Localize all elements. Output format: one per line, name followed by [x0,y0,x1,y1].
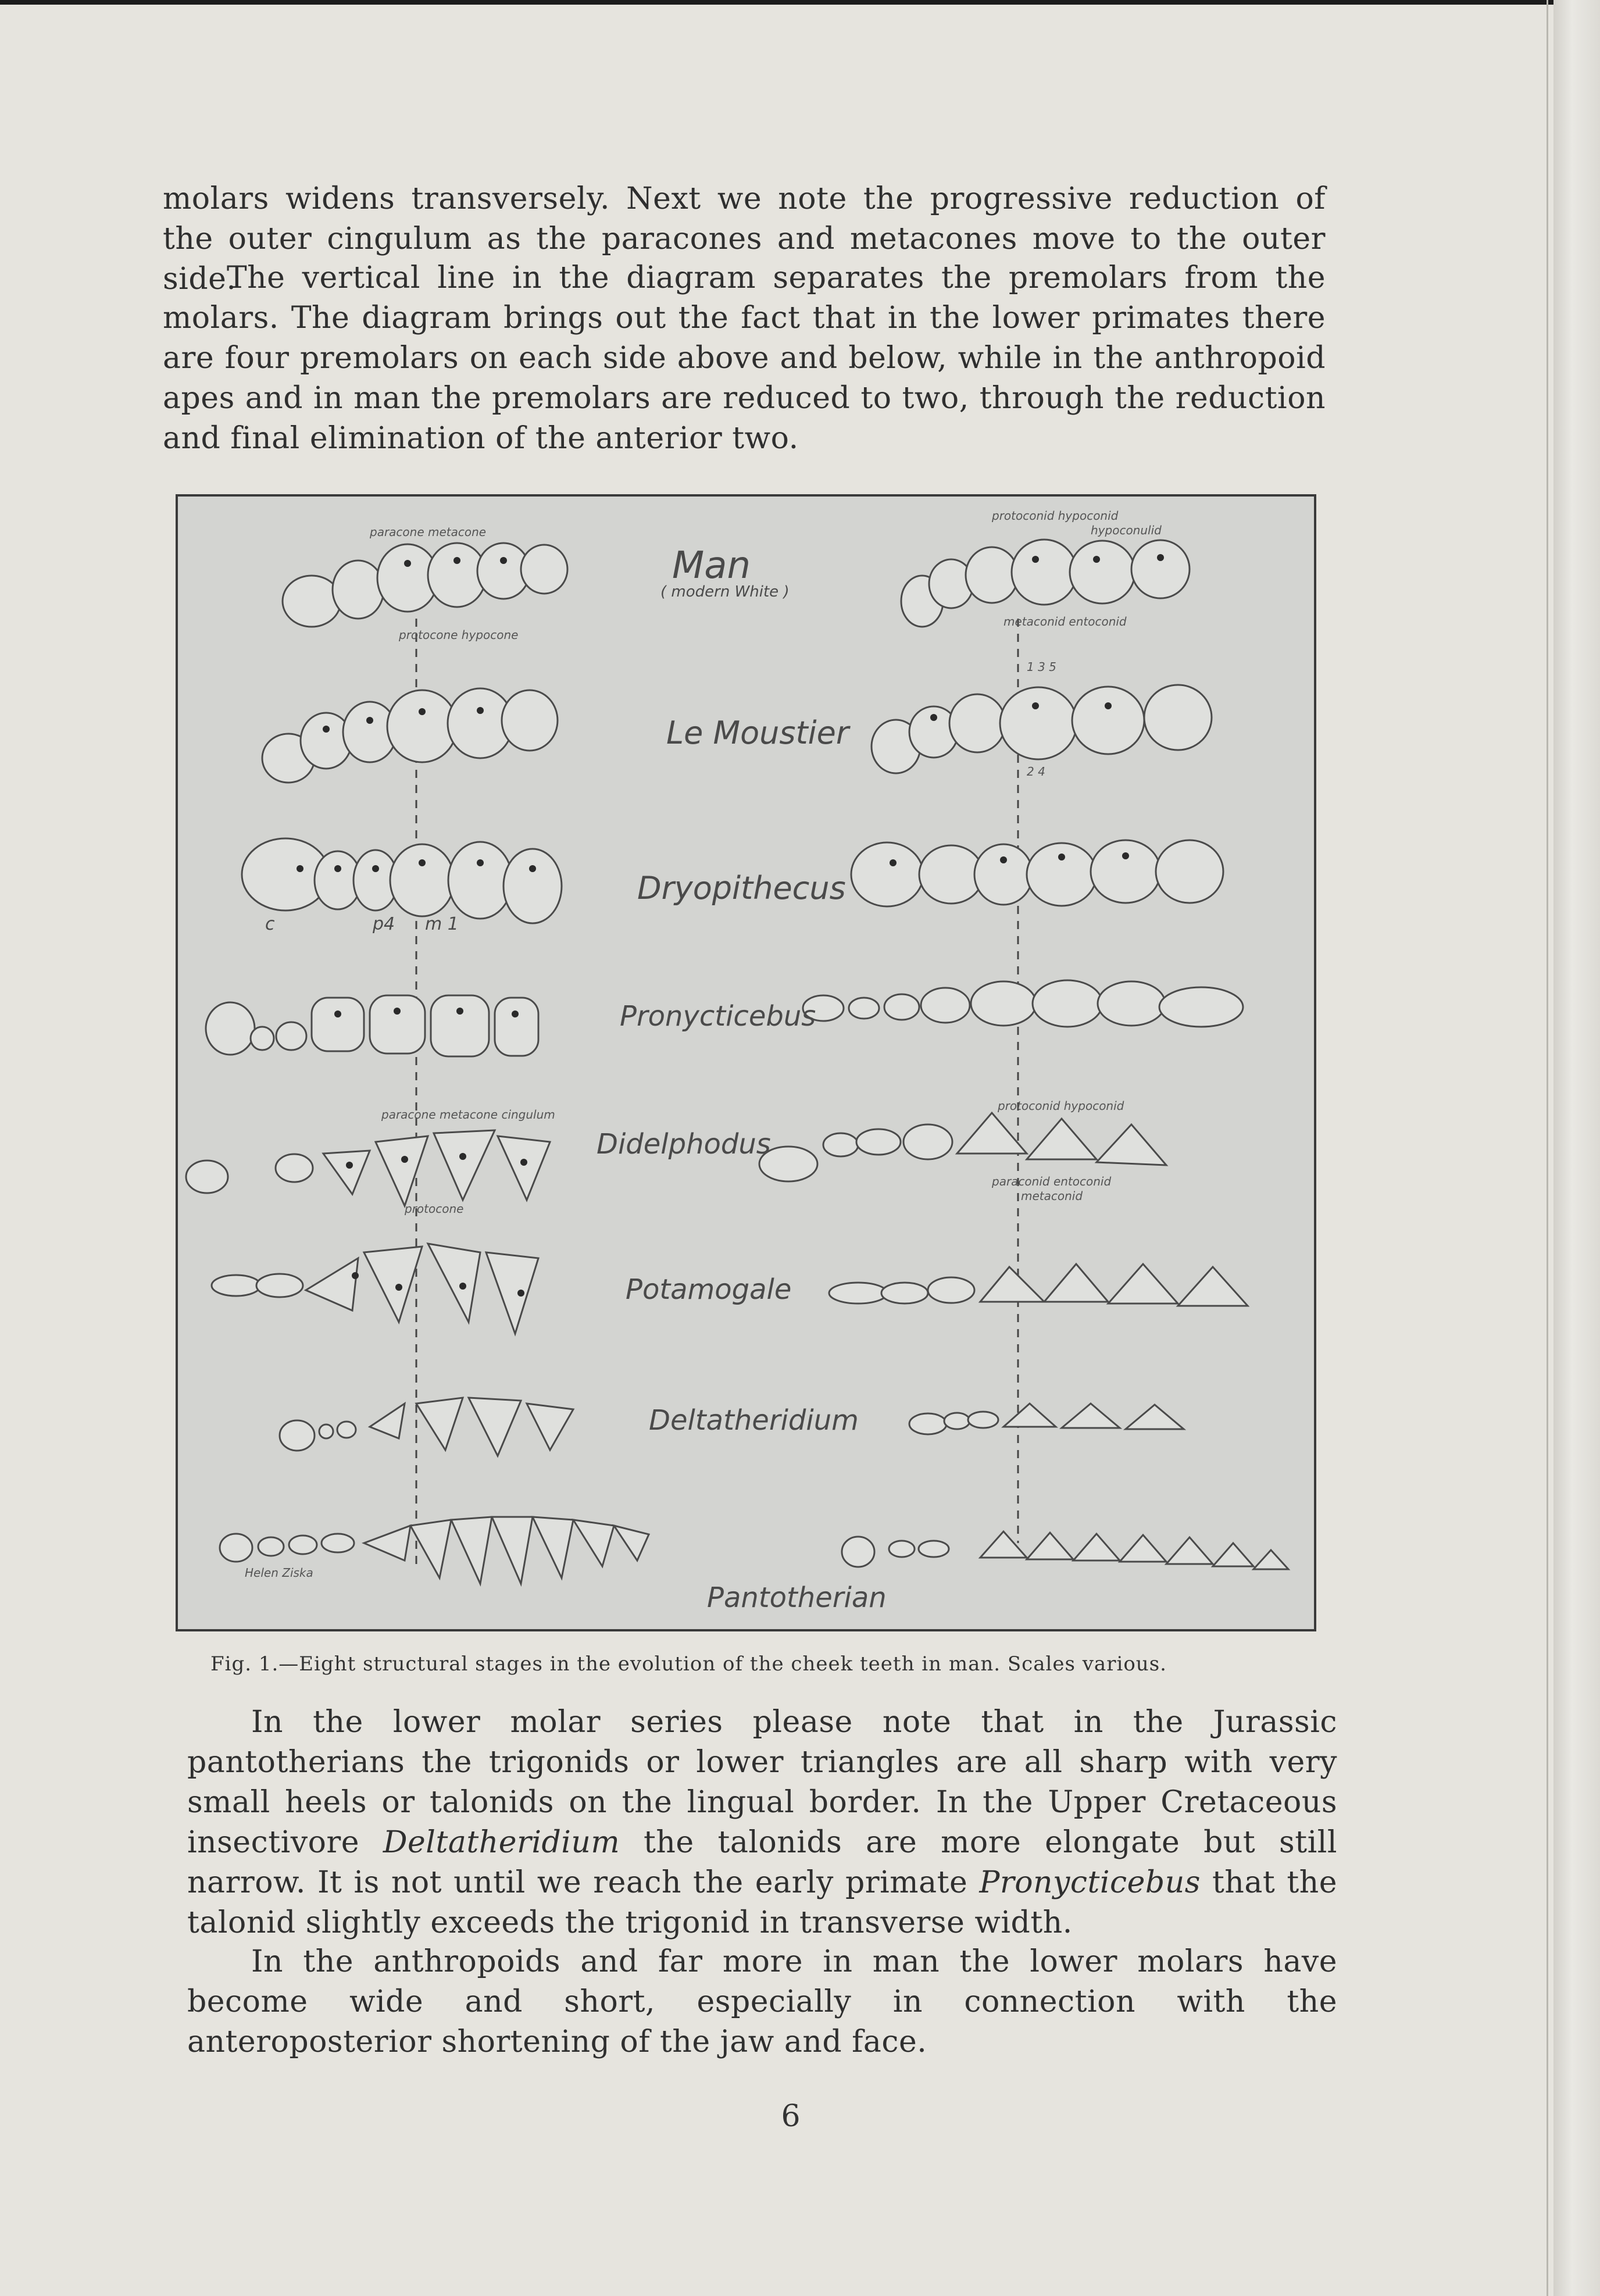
canine-label: c [265,914,275,934]
premolar-4-label: p4 [373,914,395,934]
metaconid-entoconid-label: metaconid entoconid [1003,615,1127,629]
page-fold-line [1547,0,1548,2296]
protoconid-hypoconid-label: protoconid hypoconid [992,509,1119,523]
paracone-metacone-label: paracone metacone [370,525,487,539]
top-edge [0,0,1600,5]
paraconid-entoconid-label: paraconid entoconid [992,1174,1112,1188]
hypoconulid-label: hypoconulid [1091,523,1162,537]
artist-signature: Helen Ziska [245,1566,313,1580]
stage-didelphodus-label: Didelphodus [597,1128,771,1161]
paragraph-3-text-c: that the talonid slightly exceeds the trigonid in transverse width. [187,1865,1337,1940]
row-potamogale-lower-teeth [829,1264,1248,1306]
row-didelphodus-lower-teeth [759,1113,1166,1181]
stage-man-sub-label: ( modern White ) [660,583,790,601]
stage-potamogale-label: Potamogale [626,1273,792,1306]
stage-man-label: Man [672,544,751,587]
paracone-metacone-cingulum-label: paracone metacone cingulum [381,1108,555,1122]
stage-pantotherian-label: Pantotherian [707,1581,887,1614]
row-dryopithecus-lower-teeth [851,840,1223,906]
protocone-label: protocone [405,1202,464,1216]
paragraph-4 [187,1942,1337,2062]
metaconid-label: metaconid [1021,1189,1083,1203]
paragraph-3 [187,1702,1337,1943]
paragraph-4-text: In the anthropoids and far more in man the lower molars have become wide and short, especially in connection with the anteroposterior shortening of the jaw and face. [187,1944,1337,2059]
paragraph-2 [163,258,1326,459]
row-lemoustier-lower-teeth [872,685,1212,773]
paragraph-1: molars widens transversely. Next we note the progressive reduction of the outer cingulum as the paracones and metacones move to the outer side. [163,181,1326,297]
row-pronycticebus-lower-teeth [803,980,1243,1027]
figure-cheek-teeth [176,494,1316,1631]
page-number: 6 [781,2099,801,2134]
row-deltatheridium-lower-teeth [909,1404,1184,1434]
stage-deltatheridium-label: Deltatheridium [649,1404,859,1437]
row-didelphodus-upper-teeth [186,1130,550,1206]
row-pronycticebus-upper-teeth [206,995,538,1056]
stage-dryopithecus-label: Dryopithecus [637,870,846,906]
row-deltatheridium-upper-teeth [280,1398,573,1456]
numbers-bottom-label: 2 4 [1027,765,1045,779]
row-pantotherian-lower-teeth [842,1531,1288,1569]
paragraph-3-italic-pronycticebus: Pronycticebus [979,1865,1201,1900]
page-edge [1553,0,1600,2296]
figure-caption: Fig. 1.—Eight structural stages in the evolution of the cheek teeth in man. Scales various. [210,1652,1167,1676]
paragraph-2-text: The vertical line in the diagram separates the premolars from the molars. The diagram brings out the fact that in the lower primates there are four premolars on each side above and below, while in the anthropoid apes and in man the premolars are reduced to two, through the reduction and final elimination of the anterior two. [163,260,1326,456]
row-man-lower-teeth [901,540,1190,627]
protoconid-hypoconid-lower-label: protoconid hypoconid [998,1099,1124,1113]
stage-pronycticebus-label: Pronycticebus [620,1000,816,1033]
paragraph-3-text-b: the talonids are more elongate but still narrow. It is not until we reach the early primate [187,1825,1338,1900]
paragraph-3-italic-deltatheridium: Deltatheridium [383,1825,620,1860]
row-potamogale-upper-teeth [212,1244,538,1334]
row-lemoustier-upper-teeth [262,688,558,783]
row-man-upper-teeth [283,543,567,627]
stage-lemoustier-label: Le Moustier [666,715,849,751]
row-dryopithecus-upper-teeth [242,838,562,923]
figure-drawing [178,497,1314,1629]
numbers-top-label: 1 3 5 [1027,660,1056,674]
protocone-hypocone-label: protocone hypocone [399,628,519,642]
molar-1-label: m 1 [425,914,459,934]
paragraph-3-text-a: In the lower molar series please note that in the Jurassic pantotherians the trigonids or lower triangles are all sharp with very small heels or talonids on the lingual border. In the Upper Cretaceous insectivore [187,1705,1337,1860]
